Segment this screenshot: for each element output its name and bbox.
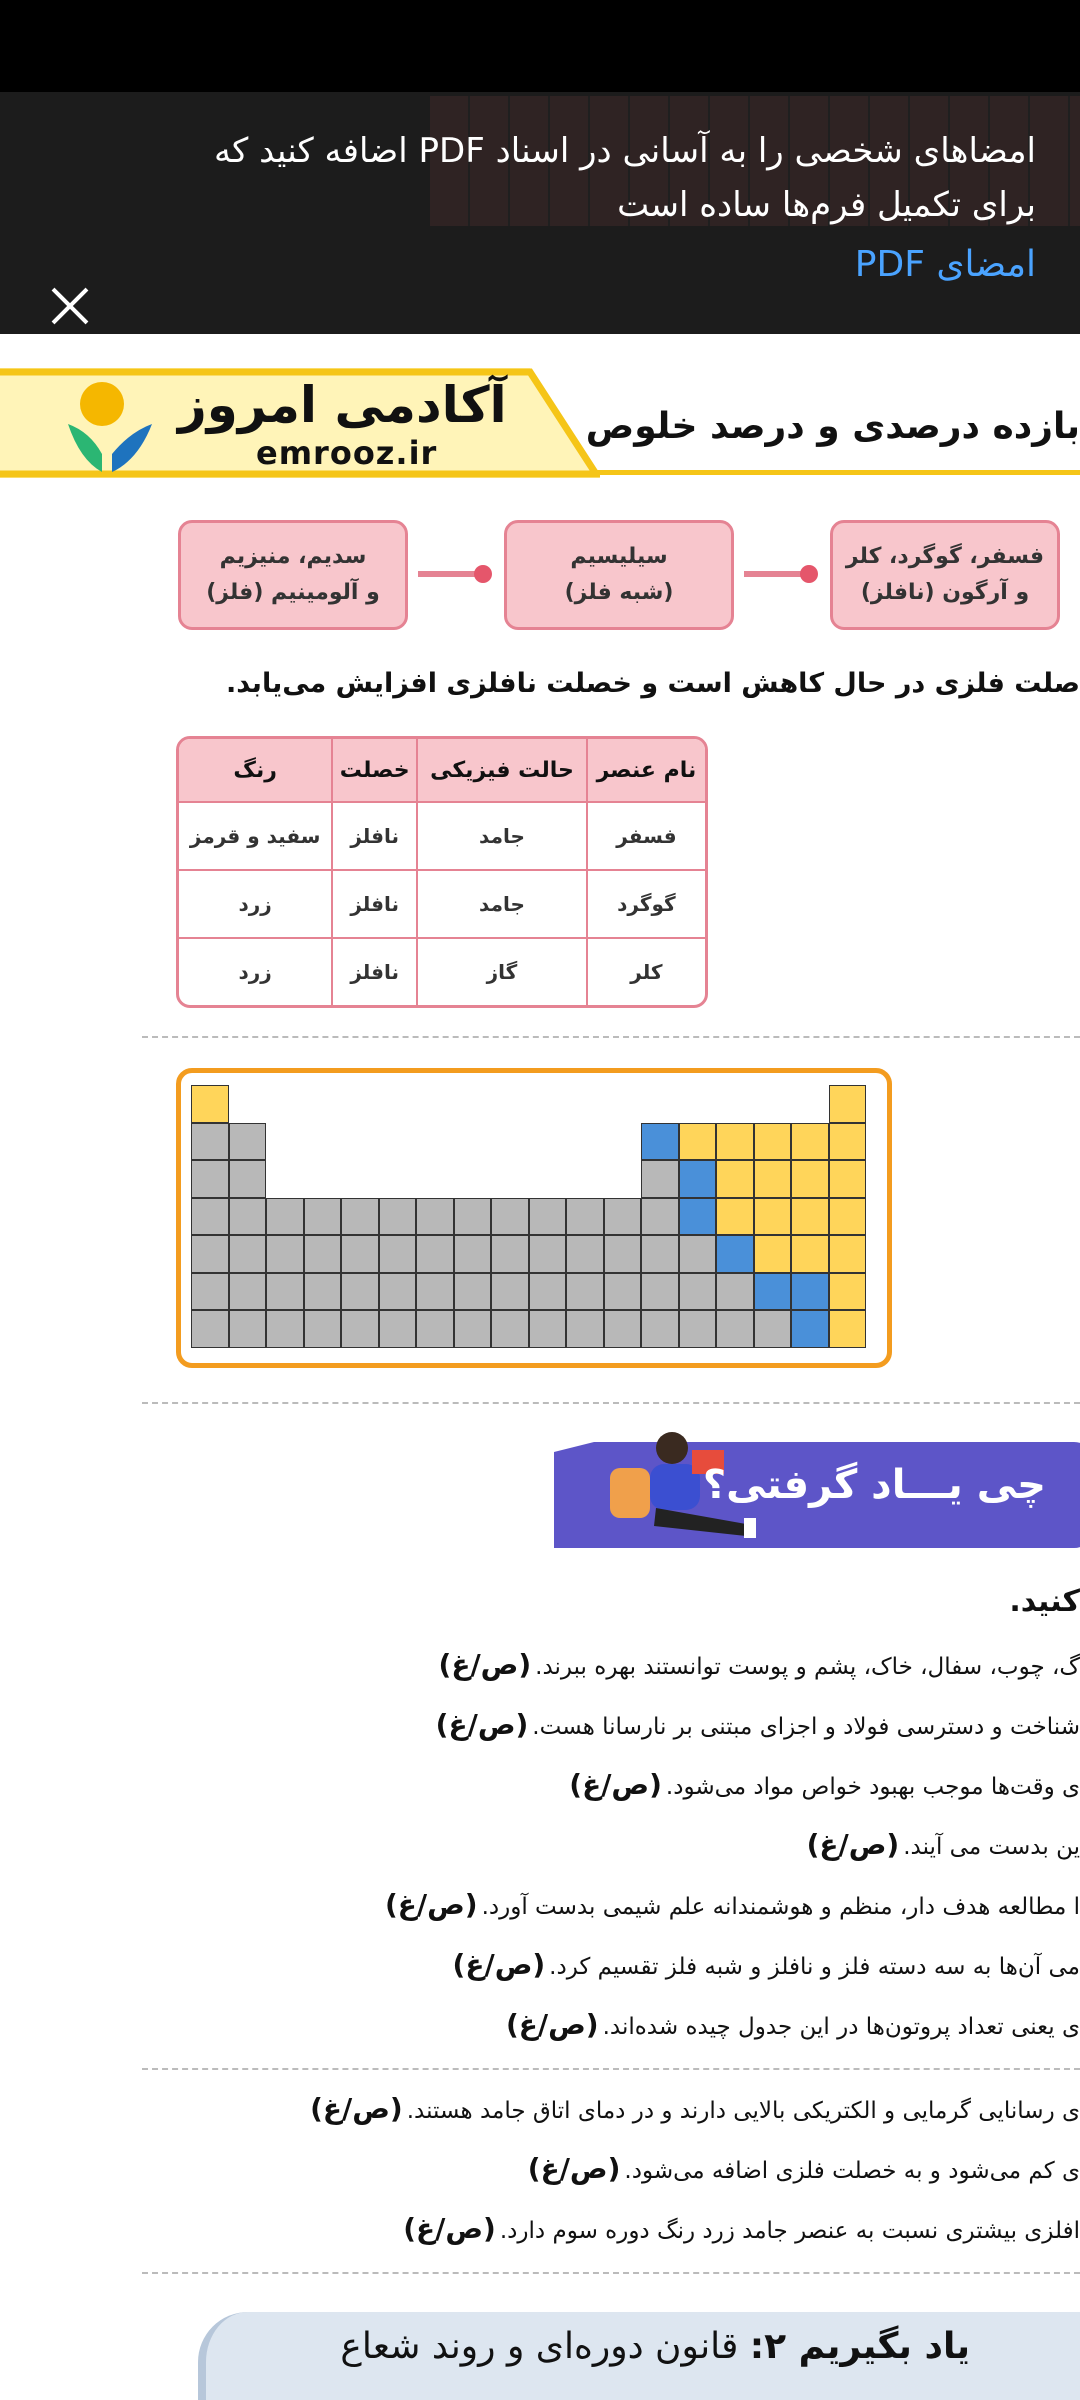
status-bar xyxy=(0,0,1080,92)
empty-cell xyxy=(379,1085,417,1123)
true-false-tag: (ص/غ) xyxy=(806,1828,900,1861)
element-cell xyxy=(754,1235,792,1273)
flow-box-nonmetal xyxy=(830,520,1060,630)
empty-cell xyxy=(416,1160,454,1198)
question-item xyxy=(807,1828,1080,1861)
periodic-table-figure xyxy=(176,1068,892,1368)
flow-box-line: و آلومینیم (فلز) xyxy=(206,580,380,605)
question-item xyxy=(310,2092,1080,2125)
empty-cell xyxy=(266,1123,304,1161)
element-cell xyxy=(266,1273,304,1311)
table-cell: نافلز xyxy=(331,939,416,1005)
element-cell xyxy=(716,1310,754,1348)
element-cell xyxy=(416,1310,454,1348)
element-cell xyxy=(454,1273,492,1311)
empty-cell xyxy=(604,1085,642,1123)
empty-cell xyxy=(454,1123,492,1161)
empty-cell xyxy=(491,1085,529,1123)
element-cell xyxy=(604,1198,642,1236)
element-cell xyxy=(416,1235,454,1273)
element-cell xyxy=(191,1160,229,1198)
empty-cell xyxy=(529,1160,567,1198)
banner-label: چی یـــاد گرفتی؟ xyxy=(702,1462,1046,1508)
flow-box-line: سدیم، منیزیم xyxy=(219,544,367,569)
question-text: گ، چوب، سفال، خاک، پشم و پوست توانستند بهره ببرند. xyxy=(535,1654,1080,1680)
true-false-tag: (ص/غ) xyxy=(569,1768,662,1801)
element-cell xyxy=(304,1235,342,1273)
empty-cell xyxy=(754,1085,792,1123)
element-cell xyxy=(229,1273,267,1311)
element-cell xyxy=(341,1235,379,1273)
question-text: ی یعنی تعداد پروتون‌ها در این جدول چیده شده‌اند. xyxy=(602,2014,1080,2040)
element-cell xyxy=(829,1198,867,1236)
empty-cell xyxy=(604,1160,642,1198)
flow-box-line: فسفر، گوگرد، کلر xyxy=(845,544,1045,569)
table-cell: زرد xyxy=(179,871,331,939)
element-cell xyxy=(604,1235,642,1273)
element-cell xyxy=(754,1160,792,1198)
true-false-tag: (ص/غ) xyxy=(310,2092,403,2125)
pdf-signature-link[interactable]: امضای PDF xyxy=(854,244,1036,285)
question-item xyxy=(403,2212,1080,2245)
flow-box-line: و آرگون (نافلز) xyxy=(860,580,1030,605)
question-text: ی کم می‌شود و به خصلت فلزی اضافه می‌شود. xyxy=(624,2158,1080,2184)
empty-cell xyxy=(379,1160,417,1198)
element-cell xyxy=(754,1198,792,1236)
logo-url: emrooz.ir xyxy=(256,434,438,472)
element-cell xyxy=(229,1310,267,1348)
element-cell xyxy=(679,1160,717,1198)
empty-cell xyxy=(416,1123,454,1161)
table-cell: گوگرد xyxy=(586,871,705,939)
document-page[interactable] xyxy=(0,334,1080,2400)
element-cell xyxy=(754,1123,792,1161)
element-cell xyxy=(454,1310,492,1348)
element-cell xyxy=(679,1123,717,1161)
section-title: کنید. xyxy=(1009,1584,1080,1619)
empty-cell xyxy=(641,1085,679,1123)
element-cell xyxy=(604,1273,642,1311)
empty-cell xyxy=(566,1085,604,1123)
element-cell xyxy=(229,1123,267,1161)
element-cell xyxy=(641,1198,679,1236)
question-text: شناخت و دسترسی فولاد و اجزای مبتنی بر نارسانا هست. xyxy=(532,1714,1080,1740)
element-cell xyxy=(191,1123,229,1161)
true-false-tag: (ص/غ) xyxy=(384,1888,478,1921)
flow-box-metalloid xyxy=(504,520,734,630)
table-header: خصلت xyxy=(331,739,416,803)
element-cell xyxy=(604,1310,642,1348)
element-cell xyxy=(491,1273,529,1311)
element-cell xyxy=(829,1273,867,1311)
element-cell xyxy=(191,1273,229,1311)
empty-cell xyxy=(304,1085,342,1123)
learn-section-title xyxy=(340,2326,970,2367)
divider xyxy=(142,1036,1080,1038)
element-cell xyxy=(454,1235,492,1273)
table-row xyxy=(179,939,705,1005)
what-did-you-learn-banner xyxy=(554,1442,1080,1548)
table-cell: کلر xyxy=(586,939,705,1005)
element-cell xyxy=(641,1123,679,1161)
flow-dot xyxy=(800,565,818,583)
element-cell xyxy=(191,1310,229,1348)
question-item xyxy=(439,1648,1080,1681)
element-cell xyxy=(191,1085,229,1123)
true-false-tag: (ص/غ) xyxy=(505,2008,599,2041)
learn-section-rest: قانون دوره‌ای و روند شعاع xyxy=(340,2326,750,2367)
empty-cell xyxy=(529,1123,567,1161)
element-cell xyxy=(266,1198,304,1236)
question-text: می آن‌ها به سه دسته فلز و نافلز و شبه فلز تقسیم کرد. xyxy=(549,1954,1080,1980)
empty-cell xyxy=(229,1085,267,1123)
question-text: افلزی بیشتری نسبت به عنصر جامد زرد رنگ دوره سوم دارد. xyxy=(499,2218,1080,2244)
element-cell xyxy=(754,1310,792,1348)
element-cell xyxy=(754,1273,792,1311)
element-cell xyxy=(529,1198,567,1236)
element-cell xyxy=(679,1235,717,1273)
true-false-tag: (ص/غ) xyxy=(438,1648,532,1681)
element-cell xyxy=(229,1160,267,1198)
question-text: ین بدست می آیند. xyxy=(903,1834,1080,1860)
element-cell xyxy=(566,1273,604,1311)
empty-cell xyxy=(341,1085,379,1123)
question-item xyxy=(528,2152,1080,2185)
logo-name: آکادمی امروز xyxy=(178,376,507,434)
element-cell xyxy=(716,1235,754,1273)
empty-cell xyxy=(416,1085,454,1123)
element-cell xyxy=(641,1310,679,1348)
table-cell: فسفر xyxy=(586,803,705,871)
empty-cell xyxy=(491,1160,529,1198)
empty-cell xyxy=(379,1123,417,1161)
element-cell xyxy=(529,1235,567,1273)
element-cell xyxy=(829,1085,867,1123)
learn-section-bold: یاد بگیریم ۲: xyxy=(749,2326,970,2367)
element-cell xyxy=(341,1273,379,1311)
true-false-tag: (ص/غ) xyxy=(527,2152,621,2185)
academy-logo-icon xyxy=(60,374,160,474)
divider xyxy=(142,1402,1080,1404)
empty-cell xyxy=(566,1160,604,1198)
page-header xyxy=(0,368,1080,478)
element-cell xyxy=(304,1310,342,1348)
table-header: رنگ xyxy=(179,739,331,803)
element-cell xyxy=(266,1310,304,1348)
element-cell xyxy=(791,1198,829,1236)
element-cell xyxy=(791,1160,829,1198)
empty-cell xyxy=(454,1160,492,1198)
table-header: حالت فیزیکی xyxy=(416,739,586,803)
element-cell xyxy=(529,1273,567,1311)
empty-cell xyxy=(791,1085,829,1123)
empty-cell xyxy=(266,1160,304,1198)
element-cell xyxy=(229,1198,267,1236)
question-text: ی رسانایی گرمایی و الکتریکی بالایی دارند و در دمای اتاق جامد هستند. xyxy=(406,2098,1080,2124)
element-flow xyxy=(0,520,1080,630)
element-cell xyxy=(791,1123,829,1161)
question-item xyxy=(453,1948,1080,1981)
flow-dot xyxy=(474,565,492,583)
table-row xyxy=(179,871,705,939)
table-header: نام عنصر xyxy=(586,739,705,803)
element-cell xyxy=(229,1235,267,1273)
close-icon[interactable] xyxy=(44,280,96,332)
banner-message: امضاهای شخصی را به آسانی در اسناد PDF اضافه کنید که برای تکمیل فرم‌ها ساده است xyxy=(213,131,1036,225)
element-cell xyxy=(379,1273,417,1311)
element-cell xyxy=(341,1310,379,1348)
flow-box-line: سیلیسیم xyxy=(570,544,668,569)
question-item xyxy=(385,1888,1080,1921)
empty-cell xyxy=(716,1085,754,1123)
element-cell xyxy=(829,1123,867,1161)
empty-cell xyxy=(341,1123,379,1161)
flow-box-line: (شبه فلز) xyxy=(564,580,674,605)
element-cell xyxy=(566,1198,604,1236)
table-header-row xyxy=(179,739,705,803)
element-cell xyxy=(566,1235,604,1273)
element-cell xyxy=(266,1235,304,1273)
true-false-tag: (ص/غ) xyxy=(403,2212,496,2245)
element-cell xyxy=(454,1198,492,1236)
question-item xyxy=(569,1768,1080,1801)
element-cell xyxy=(679,1310,717,1348)
page-title: بازده درصدی و درصد خلوص xyxy=(585,406,1080,447)
element-cell xyxy=(416,1198,454,1236)
question-item xyxy=(436,1708,1080,1741)
empty-cell xyxy=(304,1123,342,1161)
element-cell xyxy=(304,1273,342,1311)
element-cell xyxy=(191,1198,229,1236)
empty-cell xyxy=(566,1123,604,1161)
element-cell xyxy=(829,1160,867,1198)
element-cell xyxy=(641,1273,679,1311)
empty-cell xyxy=(454,1085,492,1123)
element-cell xyxy=(491,1235,529,1273)
flow-box-metal xyxy=(178,520,408,630)
trend-sentence: صلت فلزی در حال کاهش است و خصلت نافلزی افزایش می‌یابد. xyxy=(225,668,1080,699)
element-cell xyxy=(716,1123,754,1161)
element-cell xyxy=(791,1310,829,1348)
empty-cell xyxy=(679,1085,717,1123)
element-cell xyxy=(191,1235,229,1273)
element-cell xyxy=(829,1310,867,1348)
empty-cell xyxy=(529,1085,567,1123)
empty-cell xyxy=(341,1160,379,1198)
element-cell xyxy=(716,1273,754,1311)
element-cell xyxy=(566,1310,604,1348)
table-row xyxy=(179,803,705,871)
table-cell: زرد xyxy=(238,960,272,984)
element-cell xyxy=(529,1310,567,1348)
periodic-table-grid xyxy=(191,1085,866,1348)
divider xyxy=(142,2272,1080,2274)
element-cell xyxy=(679,1273,717,1311)
table-cell: گاز xyxy=(416,939,586,1005)
table-cell: نافلز xyxy=(331,803,416,871)
element-cell xyxy=(379,1198,417,1236)
true-false-tag: (ص/غ) xyxy=(452,1948,546,1981)
element-cell xyxy=(641,1235,679,1273)
table-cell: سفید و قرمز xyxy=(179,803,331,871)
element-cell xyxy=(416,1273,454,1311)
element-cell xyxy=(679,1198,717,1236)
empty-cell xyxy=(304,1160,342,1198)
element-cell xyxy=(791,1235,829,1273)
element-cell xyxy=(716,1198,754,1236)
table-cell: جامد xyxy=(416,803,586,871)
element-cell xyxy=(491,1310,529,1348)
question-item xyxy=(506,2008,1080,2041)
empty-cell xyxy=(266,1085,304,1123)
element-cell xyxy=(791,1273,829,1311)
question-text: ا مطالعه هدف دار، منظم و هوشمندانه علم شیمی بدست آورد. xyxy=(481,1894,1080,1920)
true-false-tag: (ص/غ) xyxy=(435,1708,529,1741)
table-cell: نافلز xyxy=(331,871,416,939)
element-cell xyxy=(716,1160,754,1198)
table-cell: جامد xyxy=(416,871,586,939)
element-cell xyxy=(379,1235,417,1273)
pdf-signature-banner xyxy=(0,92,1080,334)
empty-cell xyxy=(491,1123,529,1161)
divider xyxy=(142,2068,1080,2070)
element-cell xyxy=(304,1198,342,1236)
empty-cell xyxy=(604,1123,642,1161)
element-table xyxy=(176,736,708,1008)
element-cell xyxy=(379,1310,417,1348)
question-text: ی وقت‌ها موجب بهبود خواص مواد می‌شود. xyxy=(665,1774,1080,1800)
element-cell xyxy=(829,1235,867,1273)
element-cell xyxy=(341,1198,379,1236)
element-cell xyxy=(641,1160,679,1198)
element-cell xyxy=(491,1198,529,1236)
